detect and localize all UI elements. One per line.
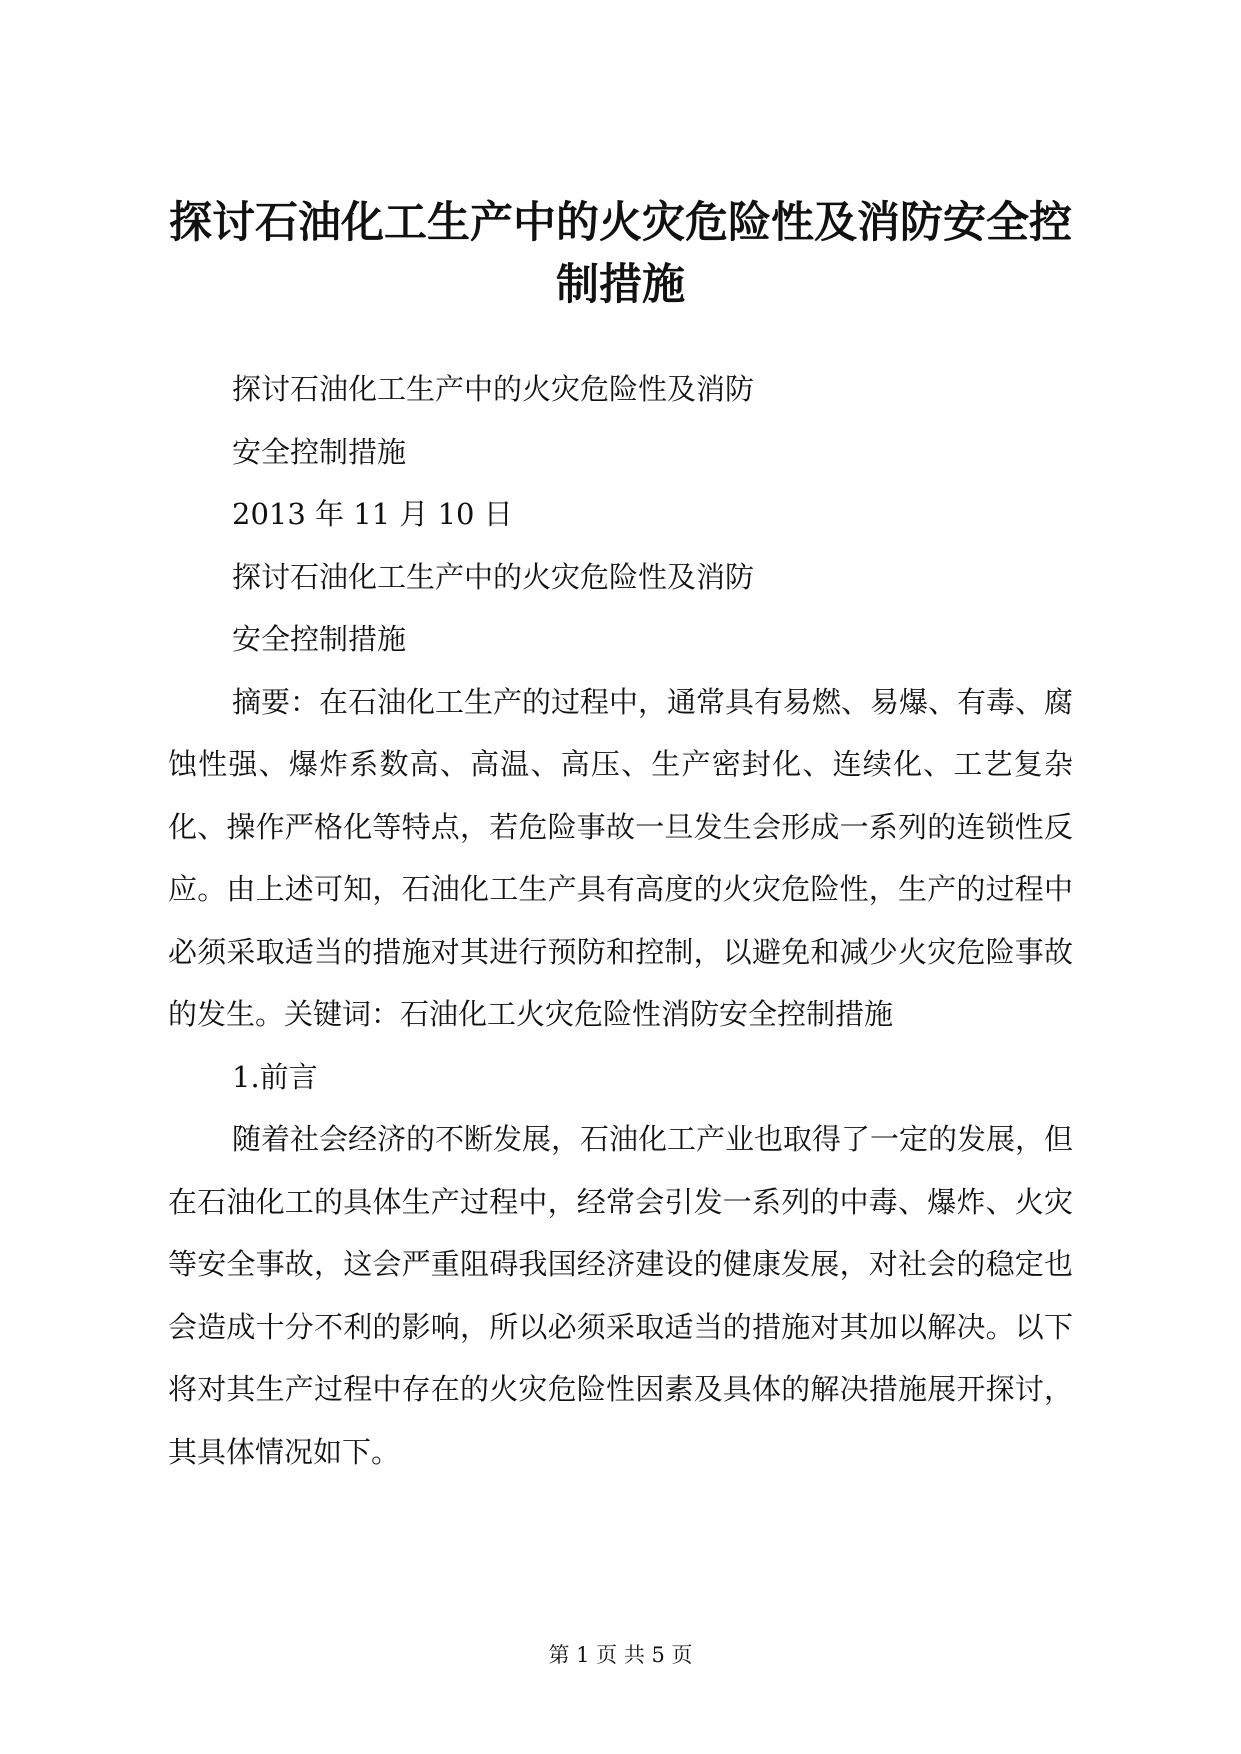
document-body: [168, 358, 1073, 1483]
page-footer: 第 1 页 共 5 页: [548, 1643, 693, 1667]
section-heading: 1.前言: [232, 1059, 318, 1094]
subtitle-line-4: 安全控制措施: [232, 622, 407, 656]
subtitle-line-2: 安全控制措施: [232, 434, 407, 469]
document-date: 2013 年 11 月 10 日: [232, 497, 513, 531]
subtitle-line-1: 探讨石油化工生产中的火灾危险性及消防: [232, 372, 755, 406]
document-title: 探讨石油化工生产中的火灾危险性及消防安全控制措施: [169, 198, 1072, 310]
intro-paragraph: 随着社会经济的不断发展，石油化工产业也取得了一定的发展，但在石油化工的具体生产过程中，经常会引发一系列的中毒、爆炸、火灾等安全事故，这会严重阻碍我国经济建设的健康发展，对社会的稳定也会造成十分不利的影响，所以必须采取适当的措施对其加以解决。以下将对其生产过程中存在的火灾危险性因素及具体的解决措施展开探讨，其具体情况如下。: [168, 1122, 1074, 1469]
subtitle-line-3: 探讨石油化工生产中的火灾危险性及消防: [232, 559, 755, 594]
abstract-paragraph: 摘要：在石油化工生产的过程中，通常具有易燃、易爆、有毒、腐蚀性强、爆炸系数高、高温、高压、生产密封化、连续化、工艺复杂化、操作严格化等特点，若危险事故一旦发生会形成一系列的连锁性反应。由上述可知，石油化工生产具有高度的火灾危险性，生产的过程中必须采取适当的措施对其进行预防和控制，以避免和减少火灾危险事故的发生。关键词：石油化工火灾危险性消防安全控制措施: [168, 684, 1074, 1031]
